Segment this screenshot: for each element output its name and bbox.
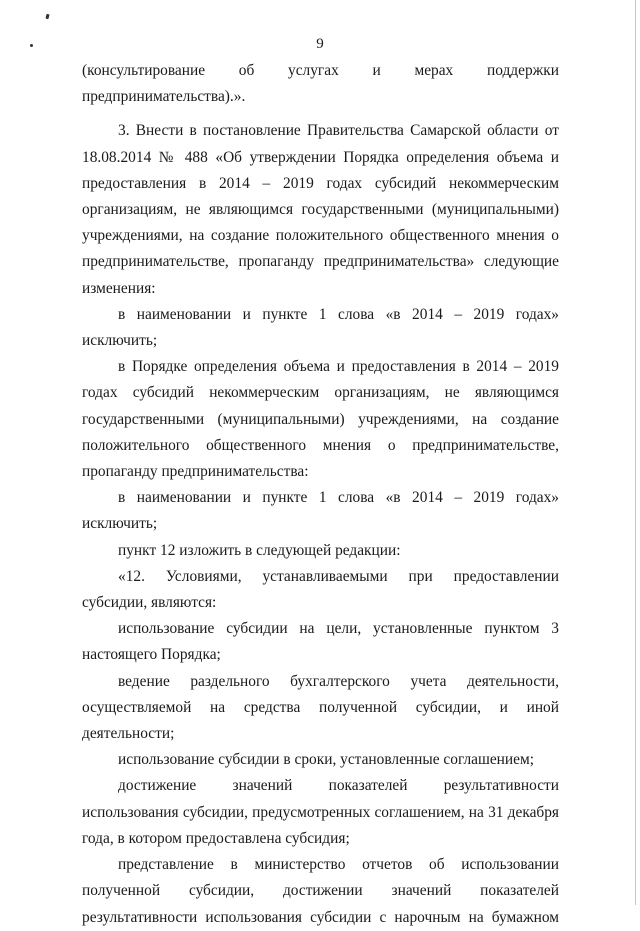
- paragraph: в наименовании и пункте 1 слова «в 2014 – 2019 годах» исключить;: [82, 489, 559, 533]
- scan-edge-line: [635, 0, 636, 905]
- paragraph: достижение значений показателей результативности использования субсидии, предусмотренных соглашением, на 31 декабря года, в котором предоставлена субсидия;: [82, 777, 559, 847]
- paragraph: 3. Внести в постановление Правительства Самарской области от 18.08.2014 № 488 «Об утверждении Порядка определения объема и предоставления в 2014 – 2019 годах субсидий некоммерческим организациям, не являющимся государственными (муниципальными) учреждениями, на создание положительного общественного мнения о предпринимательстве, пропаганду предпринимательства» следующие изменения:: [82, 122, 559, 297]
- page-number: 9: [316, 36, 324, 52]
- scan-speck: [45, 14, 49, 20]
- paragraph: (консультирование об услугах и мерах поддержки предпринимательства).».: [82, 62, 559, 106]
- paragraph: «12. Условиями, устанавливаемыми при предоставлении субсидии, являются:: [82, 567, 559, 612]
- paragraph: использование субсидии на цели, установленные пунктом 3 настоящего Порядка;: [82, 620, 559, 664]
- paragraph: представление в министерство отчетов об использовании полученной субсидии, достижении значений показателей результативности использования субсидии с нарочным на бумажном: [82, 856, 559, 926]
- paragraph: пункт 12 изложить в следующей редакции:: [118, 541, 401, 559]
- document-body: [82, 58, 559, 931]
- paragraph: в Порядке определения объема и предоставления в 2014 – 2019 годах субсидий некоммерческим организациям, не являющимся государственными (муниципальными) учреждениями, на создание положительного общественного мнения о предпринимательстве, пропаганду предпринимательства:: [82, 358, 559, 481]
- paragraph: в наименовании и пункте 1 слова «в 2014 – 2019 годах» исключить;: [82, 305, 559, 350]
- paragraph: ведение раздельного бухгалтерского учета деятельности, осуществляемой на средства полученной субсидии, и иной деятельности;: [82, 672, 559, 743]
- paragraph: использование субсидии в сроки, установленные соглашением;: [118, 751, 534, 769]
